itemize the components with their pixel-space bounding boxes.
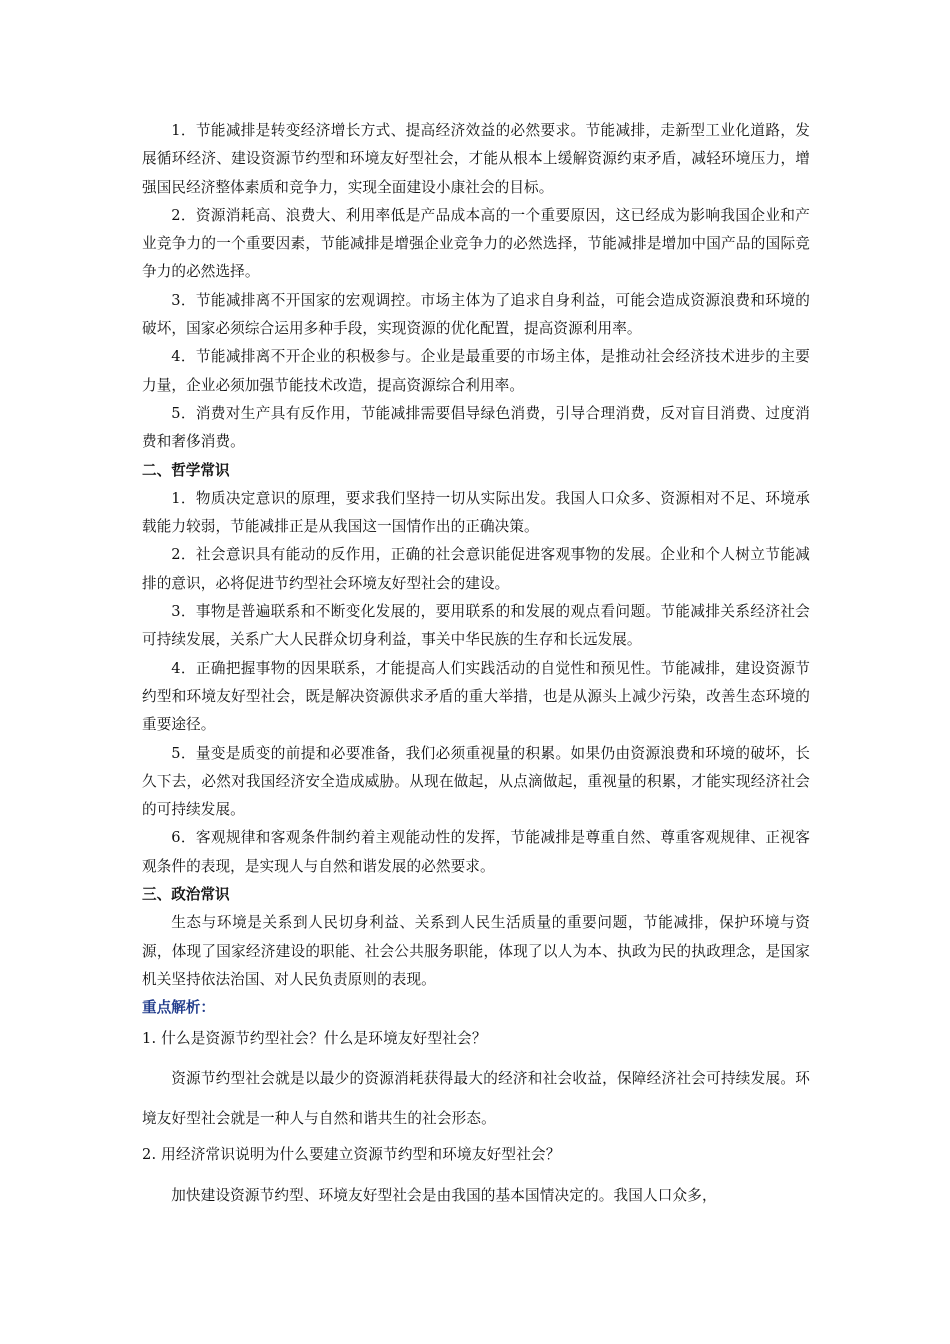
document-page — [142, 117, 810, 1216]
politics-heading: 三、政治常识 — [142, 886, 230, 904]
philosophy-point-3: 3．事物是普遍联系和不断变化发展的，要用联系的和发展的观点看问题。节能减排关系经济社会可持续发展，关系广大人民群众切身利益，事关中华民族的生存和长远发展。 — [142, 603, 810, 649]
econ-point-1: 1．节能减排是转变经济增长方式、提高经济效益的必然要求。节能减排，走新型工业化道路，发展循环经济、建设资源节约型和环境友好型社会，才能从根本上缓解资源约束矛盾，减轻环境压力，增强国民经济整体素质和竞争力，实现全面建设小康社会的目标。 — [142, 122, 810, 196]
philosophy-point-5: 5．量变是质变的前提和必要准备，我们必须重视量的积累。如果仍由资源浪费和环境的破坏，长久下去，必然对我国经济安全造成威胁。从现在做起，从点滴做起，重视量的积累，才能实现经济社会的可持续发展。 — [142, 744, 810, 819]
econ-point-3: 3．节能减排离不开国家的宏观调控。市场主体为了追求自身利益，可能会造成资源浪费和环境的破坏，国家必须综合运用多种手段，实现资源的优化配置，提高资源利用率。 — [142, 291, 810, 338]
philosophy-point-2: 2．社会意识具有能动的反作用，正确的社会意识能促进客观事物的发展。企业和个人树立节能减排的意识，必将促进节约型社会环境友好型社会的建设。 — [142, 546, 810, 592]
analysis-question-2: 2. 用经济常识说明为什么要建立资源节约型和环境友好型社会？ — [142, 1146, 561, 1163]
analysis-answer-1: 资源节约型社会就是以最少的资源消耗获得最大的经济和社会收益，保障经济社会可持续发展。环境友好型社会就是一种人与自然和谐共生的社会形态。 — [142, 1070, 810, 1127]
analysis-heading: 重点解析： — [142, 999, 215, 1017]
analysis-question-1: 1. 什么是资源节约型社会？什么是环境友好型社会？ — [142, 1029, 487, 1047]
philosophy-heading: 二、哲学常识 — [142, 461, 230, 479]
politics-paragraph: 生态与环境是关系到人民切身利益、关系到人民生活质量的重要问题，节能减排，保护环境与资源，体现了国家经济建设的职能、社会公共服务职能，体现了以人为本、执政为民的执政理念，是国家机关坚持依法治国、对人民负责原则的表现。 — [142, 914, 810, 988]
philosophy-point-1: 1．物质决定意识的原理，要求我们坚持一切从实际出发。我国人口众多、资源相对不足、环境承载能力较弱，节能减排正是从我国这一国情作出的正确决策。 — [142, 489, 810, 536]
philosophy-point-4: 4．正确把握事物的因果联系，才能提高人们实践活动的自觉性和预见性。节能减排，建设资源节约型和环境友好型社会，既是解决资源供求矛盾的重大举措，也是从源头上减少污染，改善生态环境的重要途径。 — [142, 659, 810, 734]
econ-point-5: 5．消费对生产具有反作用，节能减排需要倡导绿色消费，引导合理消费，反对盲目消费、过度消费和奢侈消费。 — [142, 404, 810, 451]
econ-point-4: 4．节能减排离不开企业的积极参与。企业是最重要的市场主体，是推动社会经济技术进步的主要力量，企业必须加强节能技术改造，提高资源综合利用率。 — [142, 348, 810, 394]
econ-point-2: 2．资源消耗高、浪费大、利用率低是产品成本高的一个重要原因，这已经成为影响我国企业和产业竞争力的一个重要因素，节能减排是增强企业竞争力的必然选择，节能减排是增加中国产品的国际竞争力的必然选择。 — [142, 206, 810, 281]
analysis-answer-2: 加快建设资源节约型、环境友好型社会是由我国的基本国情决定的。我国人口众多， — [171, 1186, 717, 1204]
philosophy-point-6: 6．客观规律和客观条件制约着主观能动性的发挥，节能减排是尊重自然、尊重客观规律、正视客观条件的表现，是实现人与自然和谐发展的必然要求。 — [142, 829, 810, 875]
